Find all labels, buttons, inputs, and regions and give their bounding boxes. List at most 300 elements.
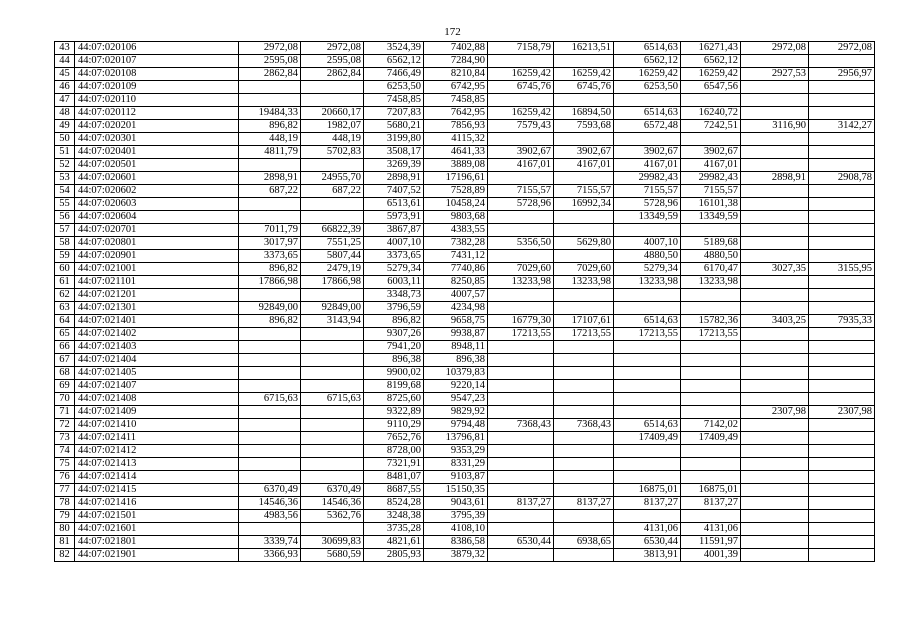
value-cell <box>614 380 681 393</box>
value-cell: 4007,10 <box>364 237 424 250</box>
cadastral-code-cell: 44:07:021409 <box>75 406 239 419</box>
value-cell <box>741 536 809 549</box>
value-cell: 10458,24 <box>424 198 488 211</box>
value-cell: 2805,93 <box>364 549 424 562</box>
value-cell <box>741 237 809 250</box>
table-row <box>55 471 875 484</box>
value-cell <box>488 94 554 107</box>
value-cell <box>741 328 809 341</box>
value-cell: 7941,20 <box>364 341 424 354</box>
value-cell <box>488 406 554 419</box>
value-cell: 13796,81 <box>424 432 488 445</box>
table-row <box>55 367 875 380</box>
value-cell <box>681 354 741 367</box>
table-row <box>55 406 875 419</box>
value-cell: 24955,70 <box>301 172 364 185</box>
row-number-cell: 45 <box>55 68 75 81</box>
value-cell <box>681 458 741 471</box>
value-cell: 16992,34 <box>554 198 614 211</box>
value-cell <box>741 393 809 406</box>
value-cell: 7207,83 <box>364 107 424 120</box>
cadastral-code-cell: 44:07:021411 <box>75 432 239 445</box>
value-cell: 16240,72 <box>681 107 741 120</box>
value-cell: 6514,63 <box>614 107 681 120</box>
row-number-cell: 67 <box>55 354 75 367</box>
value-cell: 3902,67 <box>554 146 614 159</box>
table-body <box>55 42 875 562</box>
value-cell <box>239 367 301 380</box>
value-cell: 17213,55 <box>681 328 741 341</box>
value-cell <box>488 172 554 185</box>
value-cell: 8481,07 <box>364 471 424 484</box>
row-number-cell: 81 <box>55 536 75 549</box>
value-cell: 4131,06 <box>681 523 741 536</box>
cadastral-code-cell: 44:07:020701 <box>75 224 239 237</box>
value-cell <box>681 302 741 315</box>
value-cell <box>614 458 681 471</box>
cadastral-code-cell: 44:07:021413 <box>75 458 239 471</box>
value-cell <box>614 393 681 406</box>
row-number-cell: 44 <box>55 55 75 68</box>
value-cell: 3867,87 <box>364 224 424 237</box>
value-cell: 5189,68 <box>681 237 741 250</box>
value-cell: 6253,50 <box>614 81 681 94</box>
value-cell <box>301 471 364 484</box>
value-cell: 6514,63 <box>614 42 681 55</box>
value-cell <box>809 471 875 484</box>
row-number-cell: 47 <box>55 94 75 107</box>
cadastral-code-cell: 44:07:020401 <box>75 146 239 159</box>
value-cell: 8728,00 <box>364 445 424 458</box>
value-cell: 3248,38 <box>364 510 424 523</box>
value-cell <box>809 458 875 471</box>
value-cell <box>301 81 364 94</box>
value-cell <box>809 432 875 445</box>
value-cell: 4821,61 <box>364 536 424 549</box>
value-cell: 7458,85 <box>424 94 488 107</box>
value-cell <box>239 354 301 367</box>
value-cell: 15150,35 <box>424 484 488 497</box>
value-cell: 6938,65 <box>554 536 614 549</box>
value-cell: 5680,59 <box>301 549 364 562</box>
value-cell <box>239 94 301 107</box>
value-cell: 8725,60 <box>364 393 424 406</box>
value-cell: 4880,50 <box>614 250 681 263</box>
value-cell: 4234,98 <box>424 302 488 315</box>
value-cell: 2898,91 <box>364 172 424 185</box>
value-cell: 5702,83 <box>301 146 364 159</box>
table-row <box>55 302 875 315</box>
row-number-cell: 66 <box>55 341 75 354</box>
value-cell: 7652,76 <box>364 432 424 445</box>
value-cell <box>301 289 364 302</box>
value-cell: 16259,42 <box>681 68 741 81</box>
value-cell: 3116,90 <box>741 120 809 133</box>
value-cell: 8137,27 <box>554 497 614 510</box>
value-cell: 5728,96 <box>488 198 554 211</box>
value-cell: 8210,84 <box>424 68 488 81</box>
value-cell: 3348,73 <box>364 289 424 302</box>
value-cell <box>488 341 554 354</box>
value-cell: 2956,97 <box>809 68 875 81</box>
value-cell: 3902,67 <box>614 146 681 159</box>
value-cell: 3796,59 <box>364 302 424 315</box>
row-number-cell: 48 <box>55 107 75 120</box>
value-cell: 9547,23 <box>424 393 488 406</box>
value-cell <box>681 133 741 146</box>
value-cell <box>488 224 554 237</box>
value-cell: 3403,25 <box>741 315 809 328</box>
value-cell: 8687,55 <box>364 484 424 497</box>
row-number-cell: 52 <box>55 159 75 172</box>
value-cell <box>809 393 875 406</box>
value-cell: 3508,17 <box>364 146 424 159</box>
value-cell: 7155,57 <box>554 185 614 198</box>
value-cell: 3902,67 <box>681 146 741 159</box>
table-row <box>55 55 875 68</box>
value-cell: 896,82 <box>239 120 301 133</box>
cadastral-code-cell: 44:07:021414 <box>75 471 239 484</box>
value-cell <box>741 55 809 68</box>
value-cell: 1982,07 <box>301 120 364 133</box>
value-cell: 9938,87 <box>424 328 488 341</box>
value-cell: 5807,44 <box>301 250 364 263</box>
value-cell: 2972,08 <box>239 42 301 55</box>
row-number-cell: 43 <box>55 42 75 55</box>
value-cell: 5629,80 <box>554 237 614 250</box>
value-cell: 2862,84 <box>239 68 301 81</box>
table-row <box>55 159 875 172</box>
value-cell <box>239 289 301 302</box>
value-cell: 8199,68 <box>364 380 424 393</box>
table-row <box>55 341 875 354</box>
value-cell: 6562,12 <box>364 55 424 68</box>
row-number-cell: 74 <box>55 445 75 458</box>
value-cell: 6514,63 <box>614 315 681 328</box>
value-cell: 3902,67 <box>488 146 554 159</box>
cadastral-code-cell: 44:07:020112 <box>75 107 239 120</box>
value-cell <box>681 510 741 523</box>
value-cell: 2595,08 <box>239 55 301 68</box>
table-row <box>55 484 875 497</box>
value-cell <box>741 523 809 536</box>
value-cell: 5279,34 <box>614 263 681 276</box>
value-cell <box>741 471 809 484</box>
cadastral-code-cell: 44:07:021407 <box>75 380 239 393</box>
value-cell <box>488 393 554 406</box>
value-cell: 7935,33 <box>809 315 875 328</box>
table-row <box>55 315 875 328</box>
value-cell <box>488 549 554 562</box>
table-row <box>55 432 875 445</box>
cadastral-code-cell: 44:07:021401 <box>75 315 239 328</box>
value-cell: 2307,98 <box>809 406 875 419</box>
value-cell: 8948,11 <box>424 341 488 354</box>
value-cell: 3813,91 <box>614 549 681 562</box>
table-row <box>55 94 875 107</box>
table-row <box>55 380 875 393</box>
value-cell: 29982,43 <box>614 172 681 185</box>
value-cell: 6170,47 <box>681 263 741 276</box>
value-cell <box>741 484 809 497</box>
value-cell <box>554 510 614 523</box>
value-cell <box>301 367 364 380</box>
value-cell <box>614 406 681 419</box>
table-row <box>55 328 875 341</box>
value-cell <box>741 224 809 237</box>
row-number-cell: 60 <box>55 263 75 276</box>
value-cell <box>488 367 554 380</box>
value-cell <box>554 523 614 536</box>
value-cell <box>488 471 554 484</box>
value-cell: 3366,93 <box>239 549 301 562</box>
value-cell <box>809 276 875 289</box>
cadastral-code-cell: 44:07:021412 <box>75 445 239 458</box>
value-cell: 2972,08 <box>301 42 364 55</box>
value-cell <box>301 198 364 211</box>
value-cell <box>809 380 875 393</box>
row-number-cell: 57 <box>55 224 75 237</box>
value-cell <box>554 406 614 419</box>
table-row <box>55 458 875 471</box>
value-cell <box>554 250 614 263</box>
value-cell: 3524,39 <box>364 42 424 55</box>
value-cell <box>741 159 809 172</box>
value-cell <box>681 393 741 406</box>
table-row <box>55 276 875 289</box>
value-cell: 7382,28 <box>424 237 488 250</box>
value-cell <box>554 211 614 224</box>
value-cell: 3889,08 <box>424 159 488 172</box>
value-cell: 9322,89 <box>364 406 424 419</box>
value-cell <box>554 380 614 393</box>
value-cell: 66822,39 <box>301 224 364 237</box>
value-cell <box>554 289 614 302</box>
value-cell: 16259,42 <box>614 68 681 81</box>
value-cell: 17213,55 <box>488 328 554 341</box>
value-cell: 16779,30 <box>488 315 554 328</box>
value-cell: 13349,59 <box>614 211 681 224</box>
cadastral-code-cell: 44:07:020601 <box>75 172 239 185</box>
cadastral-code-cell: 44:07:021415 <box>75 484 239 497</box>
value-cell: 5973,91 <box>364 211 424 224</box>
value-cell: 30699,83 <box>301 536 364 549</box>
value-cell <box>809 159 875 172</box>
value-cell: 9307,26 <box>364 328 424 341</box>
value-cell: 5356,50 <box>488 237 554 250</box>
value-cell <box>554 367 614 380</box>
row-number-cell: 53 <box>55 172 75 185</box>
value-cell <box>741 354 809 367</box>
value-cell: 6530,44 <box>614 536 681 549</box>
data-table <box>54 41 875 562</box>
value-cell: 687,22 <box>239 185 301 198</box>
value-cell: 9658,75 <box>424 315 488 328</box>
cadastral-code-cell: 44:07:021410 <box>75 419 239 432</box>
value-cell <box>554 354 614 367</box>
value-cell <box>554 302 614 315</box>
value-cell <box>301 328 364 341</box>
value-cell: 9794,48 <box>424 419 488 432</box>
value-cell: 7155,57 <box>488 185 554 198</box>
value-cell <box>809 484 875 497</box>
value-cell: 7402,88 <box>424 42 488 55</box>
value-cell: 2972,08 <box>741 42 809 55</box>
cadastral-code-cell: 44:07:020603 <box>75 198 239 211</box>
value-cell <box>239 81 301 94</box>
row-number-cell: 68 <box>55 367 75 380</box>
value-cell: 16271,43 <box>681 42 741 55</box>
value-cell: 7029,60 <box>488 263 554 276</box>
value-cell <box>741 367 809 380</box>
value-cell <box>681 380 741 393</box>
value-cell <box>488 484 554 497</box>
value-cell <box>239 328 301 341</box>
value-cell <box>809 549 875 562</box>
value-cell: 13233,98 <box>614 276 681 289</box>
cadastral-code-cell: 44:07:021404 <box>75 354 239 367</box>
value-cell <box>488 211 554 224</box>
value-cell <box>809 497 875 510</box>
value-cell: 2898,91 <box>741 172 809 185</box>
cadastral-code-cell: 44:07:020604 <box>75 211 239 224</box>
row-number-cell: 80 <box>55 523 75 536</box>
value-cell <box>554 549 614 562</box>
value-cell <box>681 289 741 302</box>
value-cell <box>554 224 614 237</box>
value-cell: 7242,51 <box>681 120 741 133</box>
value-cell <box>809 445 875 458</box>
table-row <box>55 445 875 458</box>
value-cell: 7431,12 <box>424 250 488 263</box>
value-cell <box>301 458 364 471</box>
cadastral-code-cell: 44:07:021601 <box>75 523 239 536</box>
value-cell <box>809 81 875 94</box>
value-cell: 8524,28 <box>364 497 424 510</box>
value-cell <box>614 133 681 146</box>
value-cell: 16894,50 <box>554 107 614 120</box>
cadastral-code-cell: 44:07:021402 <box>75 328 239 341</box>
value-cell: 9110,29 <box>364 419 424 432</box>
value-cell <box>681 367 741 380</box>
table-row <box>55 510 875 523</box>
value-cell: 10379,83 <box>424 367 488 380</box>
value-cell: 3199,80 <box>364 133 424 146</box>
row-number-cell: 64 <box>55 315 75 328</box>
value-cell <box>301 445 364 458</box>
value-cell <box>741 510 809 523</box>
value-cell: 896,38 <box>424 354 488 367</box>
value-cell: 16101,38 <box>681 198 741 211</box>
row-number-cell: 82 <box>55 549 75 562</box>
value-cell <box>301 432 364 445</box>
cadastral-code-cell: 44:07:021301 <box>75 302 239 315</box>
value-cell: 15782,36 <box>681 315 741 328</box>
row-number-cell: 71 <box>55 406 75 419</box>
table-row <box>55 536 875 549</box>
row-number-cell: 49 <box>55 120 75 133</box>
value-cell: 7642,95 <box>424 107 488 120</box>
value-cell: 9103,87 <box>424 471 488 484</box>
value-cell: 4383,55 <box>424 224 488 237</box>
value-cell: 6715,63 <box>239 393 301 406</box>
value-cell <box>239 380 301 393</box>
value-cell: 2307,98 <box>741 406 809 419</box>
value-cell <box>301 523 364 536</box>
row-number-cell: 58 <box>55 237 75 250</box>
value-cell: 16213,51 <box>554 42 614 55</box>
value-cell: 896,82 <box>239 263 301 276</box>
value-cell <box>301 419 364 432</box>
row-number-cell: 77 <box>55 484 75 497</box>
value-cell: 7458,85 <box>364 94 424 107</box>
value-cell: 9803,68 <box>424 211 488 224</box>
value-cell: 6745,76 <box>554 81 614 94</box>
table-row <box>55 250 875 263</box>
value-cell: 29982,43 <box>681 172 741 185</box>
cadastral-code-cell: 44:07:021501 <box>75 510 239 523</box>
value-cell: 13233,98 <box>681 276 741 289</box>
cadastral-code-cell: 44:07:020107 <box>75 55 239 68</box>
value-cell: 7011,79 <box>239 224 301 237</box>
row-number-cell: 72 <box>55 419 75 432</box>
value-cell: 6572,48 <box>614 120 681 133</box>
value-cell <box>554 471 614 484</box>
value-cell: 3795,39 <box>424 510 488 523</box>
value-cell: 6514,63 <box>614 419 681 432</box>
value-cell <box>301 380 364 393</box>
value-cell: 9353,29 <box>424 445 488 458</box>
value-cell <box>741 432 809 445</box>
value-cell: 8386,58 <box>424 536 488 549</box>
value-cell <box>681 471 741 484</box>
value-cell <box>301 341 364 354</box>
value-cell: 4108,10 <box>424 523 488 536</box>
value-cell: 896,38 <box>364 354 424 367</box>
value-cell: 11591,97 <box>681 536 741 549</box>
value-cell <box>488 445 554 458</box>
value-cell: 16259,42 <box>488 68 554 81</box>
cadastral-code-cell: 44:07:020901 <box>75 250 239 263</box>
value-cell <box>554 94 614 107</box>
value-cell <box>614 445 681 458</box>
value-cell: 2972,08 <box>809 42 875 55</box>
row-number-cell: 46 <box>55 81 75 94</box>
value-cell <box>554 55 614 68</box>
value-cell <box>809 354 875 367</box>
value-cell <box>741 185 809 198</box>
value-cell <box>809 523 875 536</box>
value-cell: 3879,32 <box>424 549 488 562</box>
value-cell: 4007,57 <box>424 289 488 302</box>
value-cell: 16875,01 <box>614 484 681 497</box>
value-cell: 4115,32 <box>424 133 488 146</box>
value-cell: 3339,74 <box>239 536 301 549</box>
cadastral-code-cell: 44:07:020201 <box>75 120 239 133</box>
value-cell <box>301 94 364 107</box>
table-row <box>55 419 875 432</box>
value-cell <box>488 380 554 393</box>
value-cell: 4167,01 <box>614 159 681 172</box>
value-cell <box>741 289 809 302</box>
value-cell: 3373,65 <box>364 250 424 263</box>
value-cell <box>809 341 875 354</box>
value-cell <box>239 406 301 419</box>
value-cell <box>301 354 364 367</box>
value-cell <box>488 302 554 315</box>
value-cell <box>809 55 875 68</box>
value-cell <box>614 289 681 302</box>
